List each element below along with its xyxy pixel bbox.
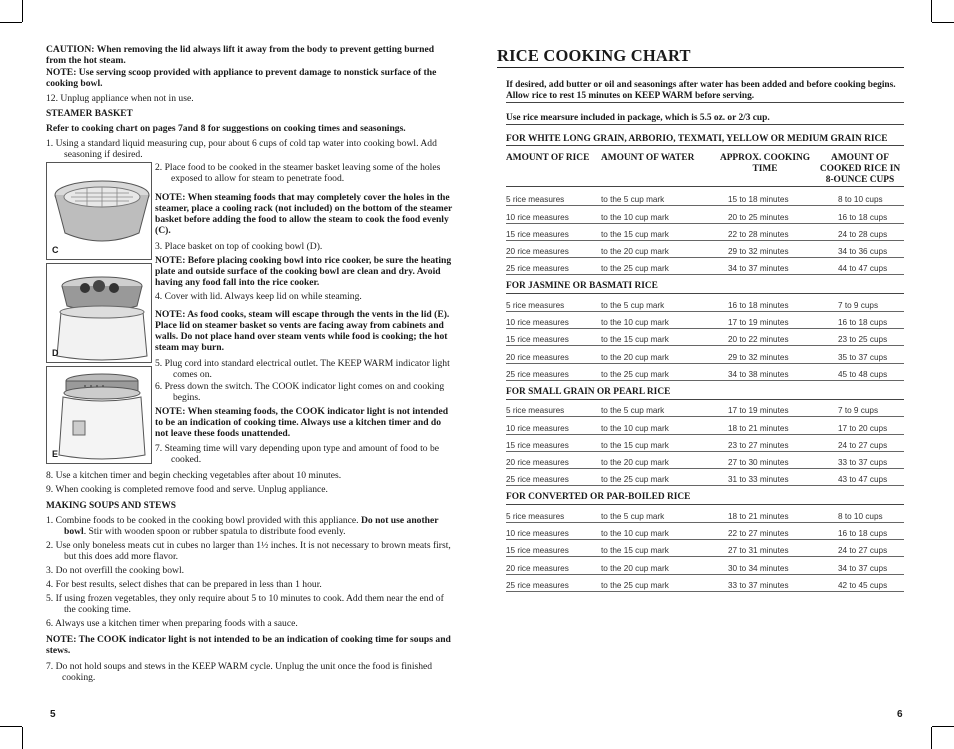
- figure-d: [46, 263, 152, 363]
- steamer-heading: STEAMER BASKET: [46, 109, 133, 119]
- col-amount-rice: AMOUNT OF RICE: [506, 153, 590, 163]
- page-title: RICE COOKING CHART: [497, 46, 904, 68]
- rice-chart: [506, 189, 904, 592]
- table-cell: 45 to 48 cups: [838, 369, 888, 379]
- col-amount-water: AMOUNT OF WATER: [601, 153, 695, 163]
- soups-step-2: 2. Use only boneless meats cut in cubes no larger than 1½ inches. It is not necessary to brown meats first, but this does add more flavor.: [46, 540, 451, 562]
- caution-text: CAUTION: When removing the lid always lift it away from the body to prevent getting burned from the hot steam.: [46, 44, 435, 66]
- crop-mark: [0, 726, 22, 727]
- table-cell: 20 rice measures: [506, 563, 569, 573]
- table-row: [506, 346, 904, 363]
- table-cell: to the 25 cup mark: [601, 475, 669, 485]
- rice-cooker-basket-icon: [47, 264, 153, 364]
- table-cell: to the 25 cup mark: [601, 580, 669, 590]
- table-cell: 24 to 27 cups: [838, 546, 888, 556]
- table-cell: 15 to 18 minutes: [728, 195, 789, 205]
- steamer-intro: Refer to cooking chart on pages 7and 8 for suggestions on cooking times and seasonings.: [46, 123, 406, 134]
- crop-mark: [931, 727, 932, 749]
- steamer-step-4: 4. Cover with lid. Always keep lid on while steaming.: [155, 291, 362, 302]
- soups-step-3: 3. Do not overfill the cooking bowl.: [46, 565, 185, 576]
- table-cell: 20 to 22 minutes: [728, 335, 789, 345]
- table-cell: 5 rice measures: [506, 511, 565, 521]
- rice-cooker-lid-icon: [47, 367, 153, 465]
- table-cell: to the 25 cup mark: [601, 264, 669, 274]
- steamer-step-2: 2. Place food to be cooked in the steamer basket leaving some of the holes exposed to allow for steam to penetrate food.: [155, 162, 441, 184]
- table-row: [506, 206, 904, 223]
- table-cell: 16 to 18 cups: [838, 529, 888, 539]
- table-cell: 27 to 31 minutes: [728, 546, 789, 556]
- table-cell: 34 to 37 minutes: [728, 264, 789, 274]
- table-cell: 17 to 20 cups: [838, 423, 888, 433]
- table-cell: 43 to 47 cups: [838, 475, 888, 485]
- table-row: [506, 469, 904, 486]
- table-cell: to the 10 cup mark: [601, 318, 669, 328]
- table-cell: 27 to 30 minutes: [728, 458, 789, 468]
- table-cell: to the 20 cup mark: [601, 352, 669, 362]
- soups-step-4: 4. For best results, select dishes that can be prepared in less than 1 hour.: [46, 579, 322, 590]
- table-cell: 24 to 27 cups: [838, 440, 888, 450]
- soups-step-1: [46, 515, 456, 537]
- soups-note: NOTE: The COOK indicator light is not intended to be an indication of cooking time for soups and stews.: [46, 634, 451, 656]
- table-cell: 22 to 27 minutes: [728, 529, 789, 539]
- steamer-step-7: 7. Steaming time will vary depending upon type and amount of food to be cooked.: [155, 443, 440, 465]
- steamer-note-3: NOTE: Before placing cooking bowl into rice cooker, be sure the heating plate and outside surface of the cooking bowl are clean and dry. Avoid having any food fall into the rice cooker.: [155, 255, 452, 288]
- table-cell: 33 to 37 minutes: [728, 580, 789, 590]
- table-cell: 18 to 21 minutes: [728, 511, 789, 521]
- table-cell: to the 25 cup mark: [601, 369, 669, 379]
- table-cell: 5 rice measures: [506, 406, 565, 416]
- table-cell: 25 rice measures: [506, 264, 569, 274]
- steamer-step-8: 8. Use a kitchen timer and begin checking vegetables after about 10 minutes.: [46, 470, 342, 481]
- table-cell: 15 rice measures: [506, 335, 569, 345]
- section-heading: FOR CONVERTED OR PAR-BOILED RICE: [506, 492, 904, 505]
- intro-text: If desired, add butter or oil and seasonings after water has been added and before cooking begins. Allow rice to rest 15 minutes on KEEP WARM before serving.: [506, 80, 904, 103]
- steamer-note-6: NOTE: When steaming foods, the COOK indicator light is not intended to be an indication of cooking time. Always use a kitchen timer and do not leave these foods unattended.: [155, 406, 449, 439]
- steamer-step-1: 1. Using a standard liquid measuring cup, pour about 6 cups of cold tap water into cooking bowl. Add seasoning if desired.: [46, 138, 437, 160]
- table-cell: to the 5 cup mark: [601, 300, 665, 310]
- table-cell: 20 to 25 minutes: [728, 212, 789, 222]
- table-row: [506, 241, 904, 258]
- section-heading: FOR JASMINE OR BASMATI RICE: [506, 281, 904, 294]
- steamer-basket-icon: [47, 163, 153, 261]
- steamer-note-2: NOTE: When steaming foods that may completely cover the holes in the steamer, place a cooling rack (not included) on the bottom of the steamer basket before adding the food to allow the steam to cook the food evenly (C).: [155, 192, 453, 236]
- table-cell: 5 rice measures: [506, 300, 565, 310]
- table-cell: 10 rice measures: [506, 212, 569, 222]
- crop-mark: [931, 0, 932, 22]
- table-cell: 10 rice measures: [506, 423, 569, 433]
- soups-heading: MAKING SOUPS AND STEWS: [46, 501, 176, 511]
- table-row: [506, 540, 904, 557]
- table-cell: 16 to 18 cups: [838, 212, 888, 222]
- table-cell: 16 to 18 minutes: [728, 300, 789, 310]
- table-cell: 25 rice measures: [506, 369, 569, 379]
- table-cell: 23 to 27 minutes: [728, 440, 789, 450]
- steamer-step-9: 9. When cooking is completed remove food and serve. Unplug appliance.: [46, 484, 328, 495]
- table-cell: to the 15 cup mark: [601, 335, 669, 345]
- steamer-steps-with-figures: [46, 162, 456, 468]
- table-row: [506, 523, 904, 540]
- table-row: [506, 258, 904, 275]
- table-cell: 17 to 19 minutes: [728, 406, 789, 416]
- table-cell: 29 to 32 minutes: [728, 352, 789, 362]
- figure-e: [46, 366, 152, 464]
- table-cell: 5 rice measures: [506, 195, 565, 205]
- table-cell: to the 5 cup mark: [601, 406, 665, 416]
- steamer-note-4: NOTE: As food cooks, steam will escape through the vents in the lid (E). Place lid on steamer basket so vents are facing away from cabinets and walls. Do not place hand over steam vents while food is cooking; the hot steam may burn.: [155, 309, 450, 353]
- table-row: [506, 189, 904, 206]
- table-cell: 10 rice measures: [506, 318, 569, 328]
- step-12: 12. Unplug appliance when not in use.: [46, 93, 194, 104]
- table-cell: 20 rice measures: [506, 247, 569, 257]
- table-cell: 30 to 34 minutes: [728, 563, 789, 573]
- figure-c: [46, 162, 152, 260]
- table-cell: 7 to 9 cups: [838, 406, 879, 416]
- col-cooking-time: APPROX. COOKING TIME: [719, 153, 811, 174]
- left-page: [46, 44, 456, 687]
- table-cell: 20 rice measures: [506, 352, 569, 362]
- table-row: [506, 312, 904, 329]
- table-cell: to the 10 cup mark: [601, 423, 669, 433]
- figure-d-label: D: [52, 348, 59, 358]
- table-row: [506, 400, 904, 417]
- measure-note: Use rice mearsure included in package, which is 5.5 oz. or 2/3 cup.: [506, 113, 904, 125]
- white-rice-heading: FOR WHITE LONG GRAIN, ARBORIO, TEXMATI, YELLOW OR MEDIUM GRAIN RICE: [506, 134, 904, 146]
- soups-step-1-rest: . Stir with wooden spoon or rubber spatula to distribute food evenly.: [83, 526, 346, 537]
- table-cell: 8 to 10 cups: [838, 511, 883, 521]
- page-number-right: 6: [897, 709, 903, 720]
- table-cell: to the 15 cup mark: [601, 229, 669, 239]
- table-cell: to the 20 cup mark: [601, 563, 669, 573]
- soups-step-5: 5. If using frozen vegetables, they only require about 5 to 10 minutes to cook. Add them near the end of the cooking time.: [46, 593, 444, 615]
- table-cell: to the 15 cup mark: [601, 440, 669, 450]
- table-row: [506, 575, 904, 592]
- table-cell: 15 rice measures: [506, 229, 569, 239]
- crop-mark: [22, 0, 23, 22]
- table-cell: to the 15 cup mark: [601, 546, 669, 556]
- table-cell: to the 20 cup mark: [601, 247, 669, 257]
- steamer-step-6: 6. Press down the switch. The COOK indicator light comes on and cooking begins.: [155, 381, 445, 403]
- table-cell: 25 rice measures: [506, 475, 569, 485]
- table-cell: 22 to 28 minutes: [728, 229, 789, 239]
- table-row: [506, 294, 904, 311]
- note-text: NOTE: Use serving scoop provided with appliance to prevent damage to nonstick surface of the cooking bowl.: [46, 67, 437, 89]
- table-row: [506, 505, 904, 522]
- soups-step-7: 7. Do not hold soups and stews in the KEEP WARM cycle. Unplug the unit once the food is finished cooking.: [46, 661, 433, 683]
- table-cell: 23 to 25 cups: [838, 335, 888, 345]
- table-cell: 34 to 37 cups: [838, 563, 888, 573]
- figure-c-label: C: [52, 245, 59, 255]
- table-cell: 25 rice measures: [506, 580, 569, 590]
- table-cell: to the 10 cup mark: [601, 529, 669, 539]
- crop-mark: [0, 22, 22, 23]
- table-cell: 44 to 47 cups: [838, 264, 888, 274]
- table-cell: 15 rice measures: [506, 440, 569, 450]
- chart-header: [506, 153, 904, 187]
- table-cell: 29 to 32 minutes: [728, 247, 789, 257]
- table-cell: 33 to 37 cups: [838, 458, 888, 468]
- table-cell: 35 to 37 cups: [838, 352, 888, 362]
- table-cell: 15 rice measures: [506, 546, 569, 556]
- table-cell: 16 to 18 cups: [838, 318, 888, 328]
- soups-step-1-text: 1. Combine foods to be cooked in the cooking bowl provided with this appliance.: [46, 515, 361, 526]
- steamer-steps-text: [155, 162, 456, 468]
- table-row: [506, 224, 904, 241]
- table-cell: to the 5 cup mark: [601, 195, 665, 205]
- section-heading: FOR SMALL GRAIN OR PEARL RICE: [506, 387, 904, 400]
- soups-step-6: 6. Always use a kitchen timer when preparing foods with a sauce.: [46, 618, 298, 629]
- table-cell: to the 5 cup mark: [601, 511, 665, 521]
- table-row: [506, 329, 904, 346]
- table-cell: 24 to 28 cups: [838, 229, 888, 239]
- table-cell: 34 to 38 minutes: [728, 369, 789, 379]
- table-cell: 42 to 45 cups: [838, 580, 888, 590]
- table-cell: 10 rice measures: [506, 529, 569, 539]
- steamer-step-3: 3. Place basket on top of cooking bowl (D).: [155, 241, 323, 252]
- figure-e-label: E: [52, 449, 59, 459]
- table-cell: 20 rice measures: [506, 458, 569, 468]
- page-number-left: 5: [50, 709, 56, 720]
- table-cell: to the 20 cup mark: [601, 458, 669, 468]
- crop-mark: [932, 726, 954, 727]
- col-cooked-rice: AMOUNT OF COOKED RICE IN 8-OUNCE CUPS: [819, 153, 901, 185]
- table-cell: 18 to 21 minutes: [728, 423, 789, 433]
- table-cell: 31 to 33 minutes: [728, 475, 789, 485]
- soups-step-1-emphasis: Do not use another bowl: [64, 515, 439, 537]
- table-row: [506, 364, 904, 381]
- table-cell: 34 to 36 cups: [838, 247, 888, 257]
- steamer-step-5: 5. Plug cord into standard electrical outlet. The KEEP WARM indicator light comes on.: [155, 358, 450, 380]
- table-cell: 7 to 9 cups: [838, 300, 879, 310]
- right-page: [497, 46, 904, 68]
- table-row: [506, 452, 904, 469]
- table-row: [506, 417, 904, 434]
- intro-block: [506, 80, 904, 592]
- table-cell: 17 to 19 minutes: [728, 318, 789, 328]
- crop-mark: [22, 727, 23, 749]
- table-row: [506, 435, 904, 452]
- table-cell: to the 10 cup mark: [601, 212, 669, 222]
- table-row: [506, 557, 904, 574]
- table-cell: 8 to 10 cups: [838, 195, 883, 205]
- figure-column: [46, 162, 152, 468]
- crop-mark: [932, 22, 954, 23]
